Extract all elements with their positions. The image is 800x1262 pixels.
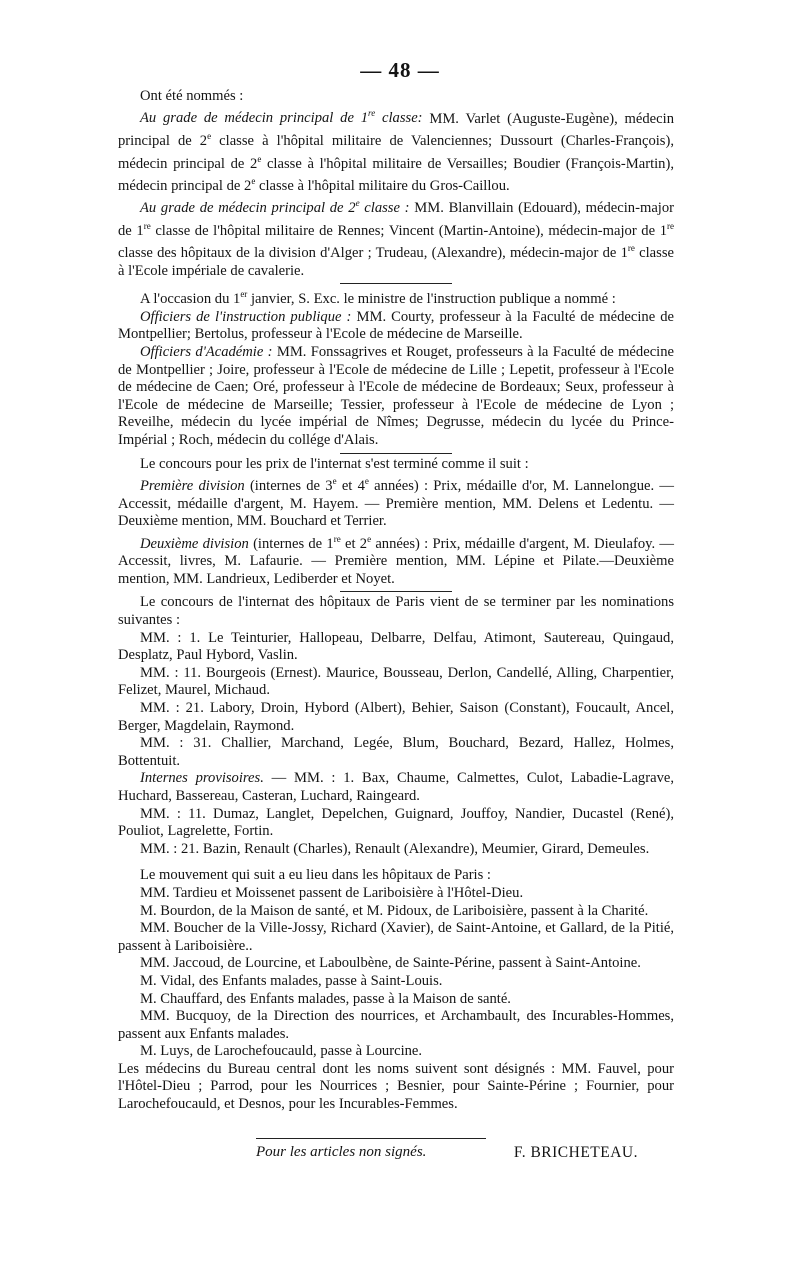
- page-number: — 48 —: [360, 58, 440, 82]
- paragraph: MM. Tardieu et Moissenet passent de Lariboisière à l'Hôtel-Dieu.: [140, 884, 524, 901]
- paragraph: MM. : 21. Labory, Droin, Hybord (Albert), Behier, Saison (Constant), Foucault, Ancel, Berger, Magdelain, Raymond.: [118, 700, 674, 734]
- section-divider: [340, 591, 452, 592]
- paragraph: MM. : 11. Bourgeois (Ernest). Maurice, Bousseau, Derlon, Candellé, Alling, Charpentier, Felizet, Maurel, Michaud.: [118, 664, 674, 699]
- paragraph: Deuxième division (internes de 1re et 2e années) : Prix, médaille d'argent, M. Dieulafoy. — Accessit, livres, M. Lafaurie. — Première mention, MM. Lépine et Pilate.—Deuxième mention, MM. Landrieux, Lediberder et Noyet.: [118, 533, 674, 587]
- paragraph: Ont été nommés :: [140, 88, 244, 104]
- paragraph: MM. : 31. Challier, Marchand, Legée, Blum, Bouchard, Bezard, Hallez, Holmes, Bottentuit.: [118, 735, 674, 769]
- footer-rule: [256, 1138, 486, 1139]
- paragraph: M. Bourdon, de la Maison de santé, et M. Pidoux, de Lariboisière, passent à la Charité.: [140, 902, 649, 919]
- section-divider: [340, 453, 452, 454]
- paragraph: MM. : 1. Le Teinturier, Hallopeau, Delbarre, Delfau, Atimont, Sautereau, Quingaud, Desplatz, Paul Hybord, Vaslin.: [118, 629, 674, 664]
- section-divider: [340, 283, 452, 284]
- paragraph: M. Luys, de Larochefoucauld, passe à Lourcine.: [140, 1043, 423, 1060]
- paragraph: Le concours de l'internat des hôpitaux de Paris vient de se terminer par les nominations suivantes :: [118, 594, 674, 629]
- paragraph: Le concours pour les prix de l'internat s'est terminé comme il suit :: [140, 455, 529, 472]
- paragraph: M. Vidal, des Enfants malades, passe à Saint-Louis.: [140, 972, 443, 989]
- paragraph: Officiers de l'instruction publique : MM. Courty, professeur à la Faculté de médecine de Montpellier; Bertolus, professeur à l'Ecole de médecine de Marseille.: [118, 308, 674, 343]
- paragraph: Première division (internes de 3e et 4e années) : Prix, médaille d'or, M. Lannelongue. — Accessit, médaille d'argent, M. Hayem. — Première mention, MM. Delens et Ledentu. — Deuxième mention, MM. Bouchard et Terrier.: [118, 476, 674, 530]
- paragraph: Les médecins du Bureau central dont les noms suivent sont désignés : MM. Fauvel, pour l'Hôtel-Dieu ; Parrod, pour les Nourrices ; Besnier, pour Sainte-Périne ; Fournier, pour Larochefoucauld, et Desnos, pour les Incurables-Femmes.: [118, 1060, 674, 1113]
- paragraph: Le mouvement qui suit a eu lieu dans les hôpitaux de Paris :: [140, 867, 491, 884]
- paragraph: MM. : 11. Dumaz, Langlet, Depelchen, Guignard, Jouffoy, Nandier, Ducastel (René), Pouliot, Lagrelette, Fortin.: [118, 805, 674, 840]
- author-signature: F. BRICHETEAU.: [513, 1144, 638, 1161]
- paragraph: MM. Jaccoud, de Lourcine, et Laboulbène, de Sainte-Périne, passent à Saint-Antoine.: [140, 955, 641, 972]
- paragraph: Officiers d'Académie : MM. Fonssagrives et Rouget, professeurs à la Faculté de médecine de Montpellier ; Joire, professeur à l'Ecole de médecine de Lille ; Lepetit, professeur à l'Ecole de médecine de Caen; Oré, professeur à l'Ecole de médecine de Bordeaux; Seux, professeur à l'Ecole de médecine de Marseille; Tessier, professeur à l'Ecole de médecine de Lyon ; Reveilhe, médecin du lycée impérial de Nîmes; Degrusse, médecin du lycée du Prince-Impérial ; Roch, médecin du collége d'Alais.: [118, 344, 674, 448]
- paragraph: M. Chauffard, des Enfants malades, passe à la Maison de santé.: [140, 990, 511, 1007]
- body-text: [118, 88, 674, 1114]
- paragraph: MM. Boucher de la Ville-Jossy, Richard (Xavier), de Saint-Antoine, et Gallard, de la Pitié, passent à Lariboisière..: [118, 920, 674, 954]
- paragraph: Au grade de médecin principal de 1re classe: MM. Varlet (Auguste-Eugène), médecin principal de 2e classe à l'hôpital militaire de Valenciennes; Dussourt (Charles-François), médecin principal de 2e classe à l'hôpital militaire de Versailles; Boudier (François-Martin), médecin principal de 2e classe à l'hôpital militaire du Gros-Caillou.: [118, 108, 674, 194]
- paragraph: Au grade de médecin principal de 2e classe : MM. Blanvillain (Edouard), médecin-major de 1re classe de l'hôpital militaire de Rennes; Vincent (Martin-Antoine), médecin-major de 1re classe des hôpitaux de la division d'Alger ; Trudeau, (Alexandre), médecin-major de 1re classe à l'Ecole impériale de cavalerie.: [118, 198, 675, 279]
- paragraph: MM. : 21. Bazin, Renault (Charles), Renault (Alexandre), Meumier, Girard, Demeules.: [140, 840, 650, 857]
- footer: [118, 1138, 674, 1162]
- paragraph: Internes provisoires. — MM. : 1. Bax, Chaume, Calmettes, Culot, Labadie-Lagrave, Huchard, Bassereau, Casteran, Luchard, Raingeard.: [118, 770, 674, 804]
- paragraph: A l'occasion du 1er janvier, S. Exc. le ministre de l'instruction publique a nommé :: [140, 289, 616, 308]
- footer-note: Pour les articles non signés.: [256, 1144, 427, 1160]
- paragraph: MM. Bucquoy, de la Direction des nourrices, et Archambault, des Incurables-Hommes, passent aux Enfants malades.: [118, 1008, 674, 1042]
